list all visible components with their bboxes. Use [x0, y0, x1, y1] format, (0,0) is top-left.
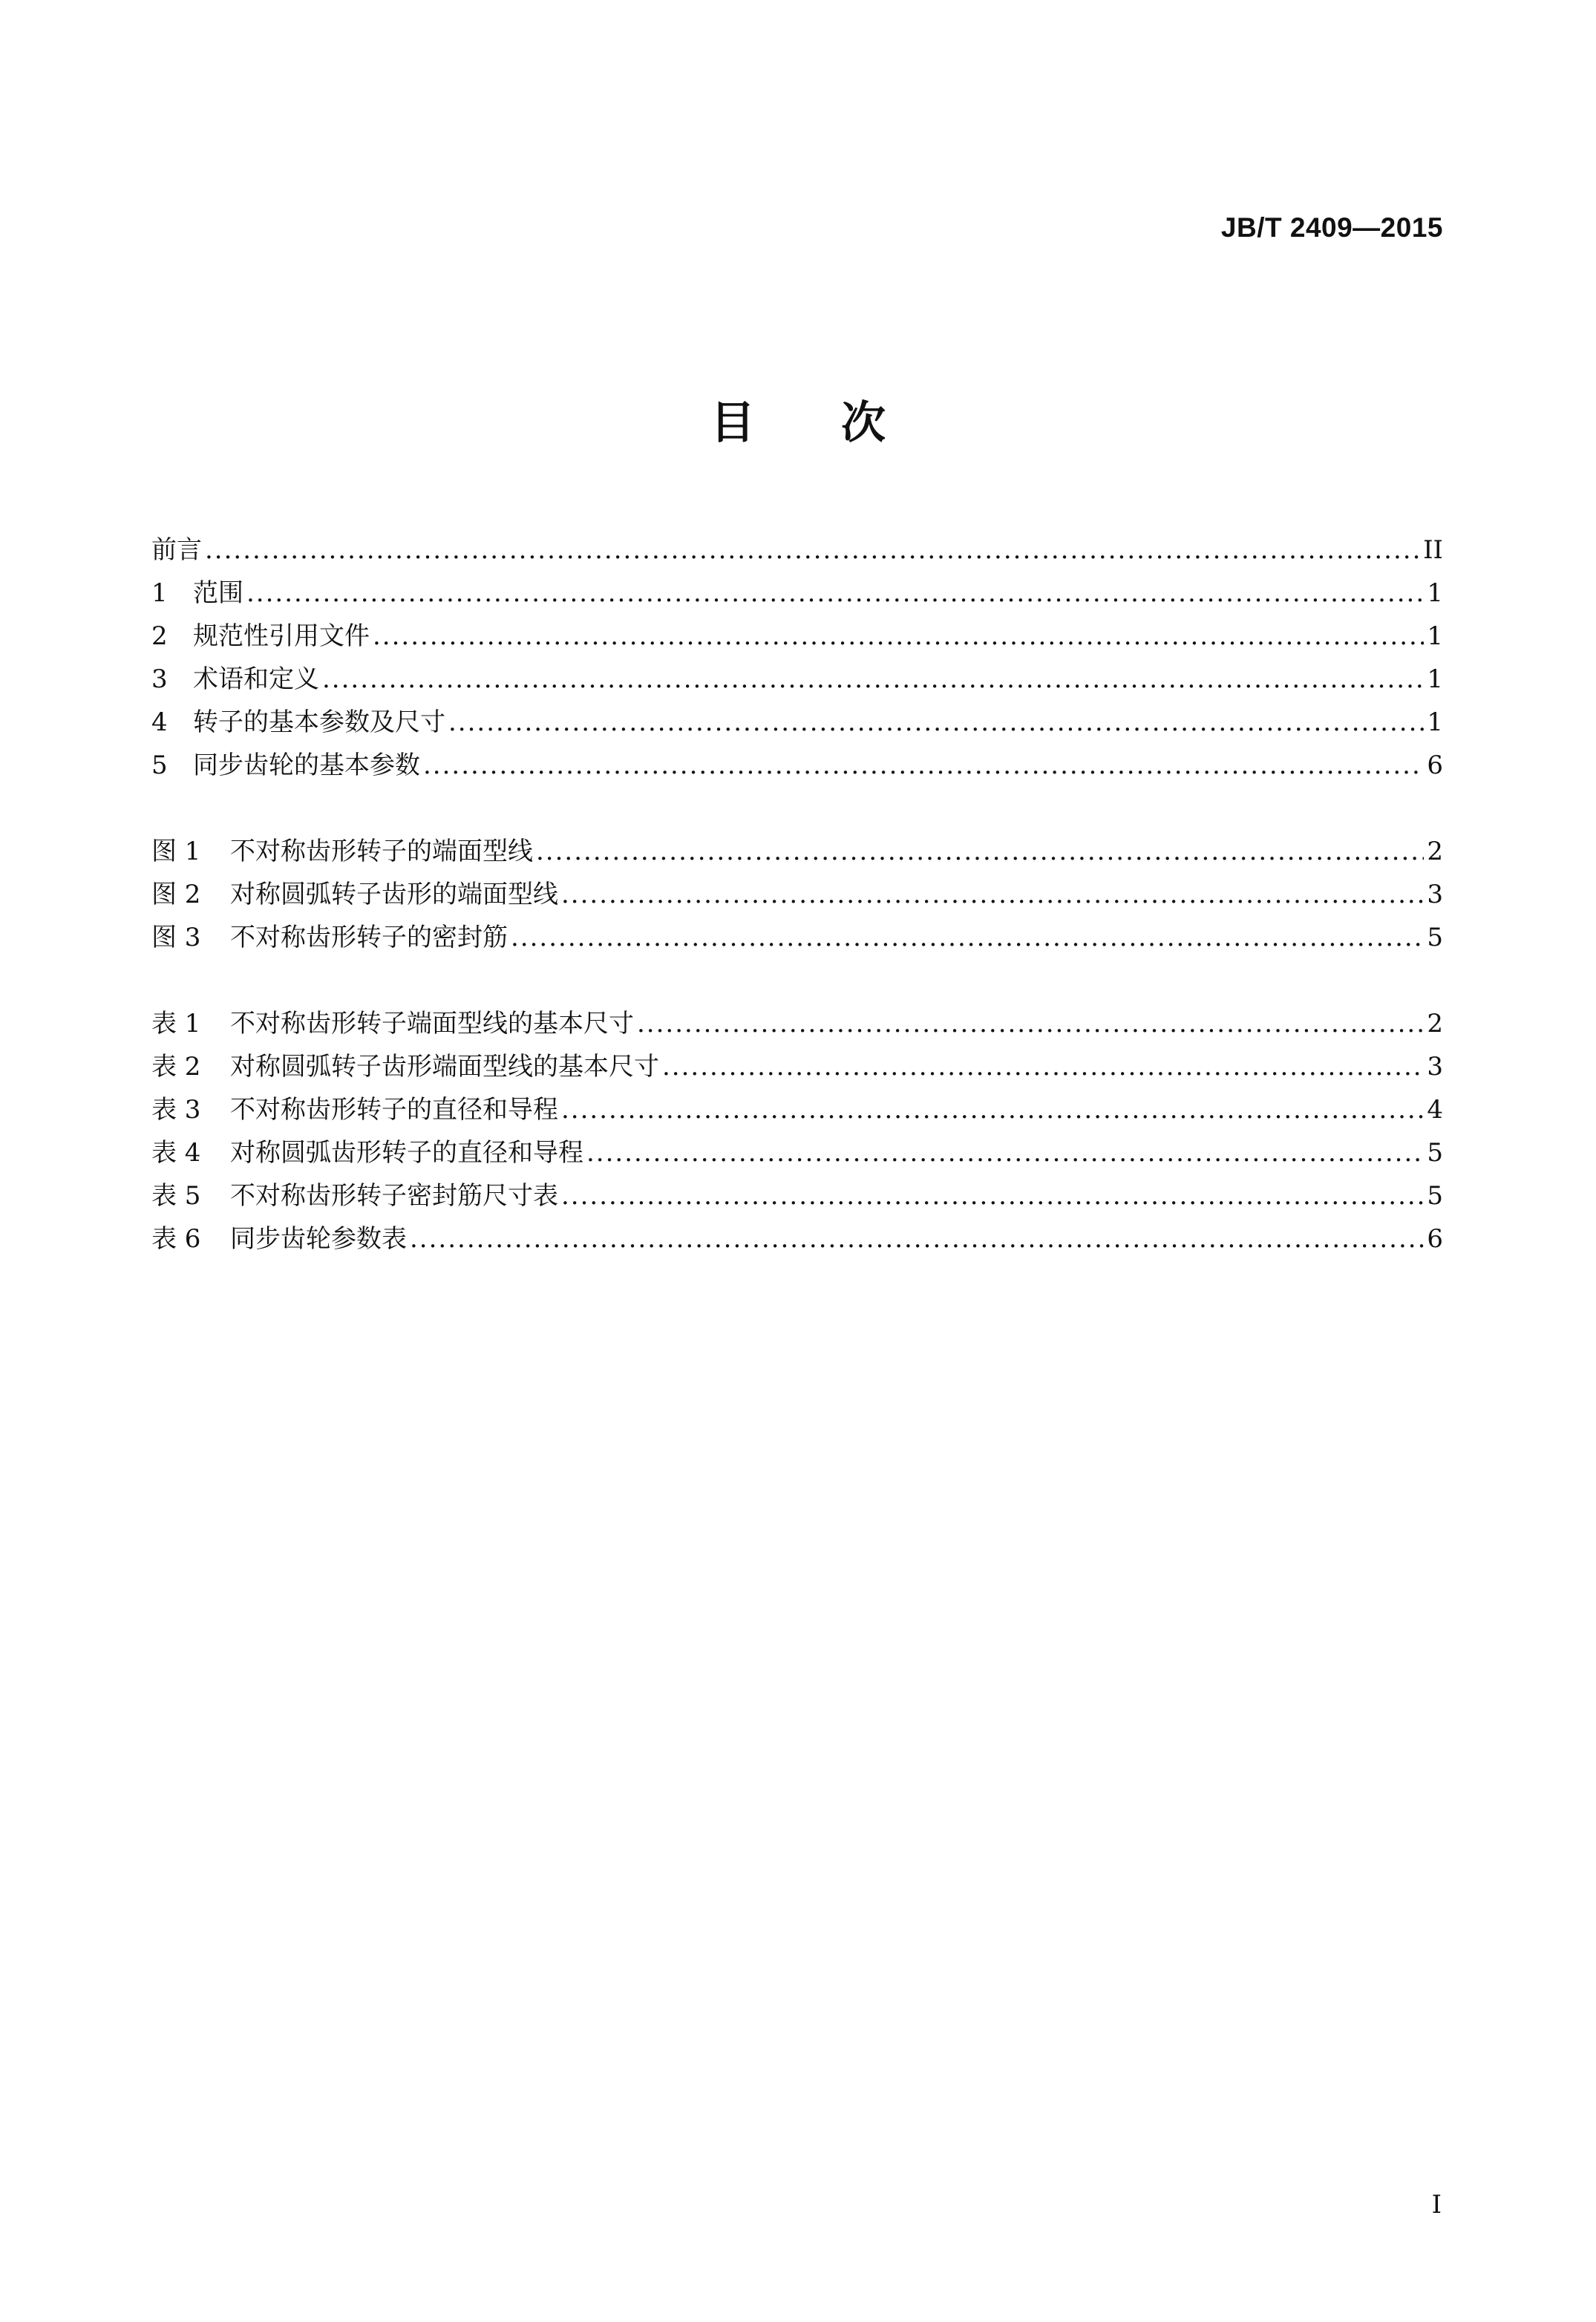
toc-entry-number: 图 1: [151, 837, 201, 866]
toc-leader-dots: [322, 658, 1424, 701]
toc-entry-foreword[interactable]: [151, 529, 1443, 572]
toc-entry-page: 1: [1427, 707, 1443, 737]
toc-entry-section-1[interactable]: [151, 572, 1443, 615]
toc-entry-page: 2: [1427, 837, 1443, 866]
toc-entry-page: 5: [1427, 923, 1443, 952]
toc-entry-figure-3[interactable]: [151, 916, 1443, 959]
toc-entry-figure-2[interactable]: [151, 873, 1443, 916]
toc-entry-page: 4: [1427, 1095, 1443, 1125]
toc-leader-dots: [561, 1088, 1424, 1131]
toc-entry-section-5[interactable]: [151, 744, 1443, 787]
toc-entry-label: 对称圆弧转子齿形端面型线的基本尺寸: [230, 1052, 659, 1082]
toc-entry-number: 图 3: [151, 923, 201, 952]
page-number: I: [1431, 2190, 1442, 2220]
toc-entry-label: 同步齿轮参数表: [230, 1224, 407, 1254]
toc-leader-dots: [205, 529, 1420, 572]
toc-entry-figure-1[interactable]: [151, 830, 1443, 873]
toc-entry-page: 5: [1427, 1138, 1443, 1168]
toc-entry-label: 不对称齿形转子的直径和导程: [230, 1095, 558, 1125]
toc-entry-number: 5: [151, 750, 168, 780]
toc-leader-dots: [410, 1217, 1424, 1260]
toc-entry-label: 转子的基本参数及尺寸: [193, 707, 445, 737]
toc-figures-list: [151, 830, 1443, 959]
toc-entry-number: 表 4: [151, 1138, 201, 1168]
toc-entry-label: 前言: [151, 535, 202, 565]
toc-entry-page: 3: [1427, 1052, 1443, 1082]
toc-entry-page: 6: [1427, 750, 1443, 780]
toc-entry-section-3[interactable]: [151, 658, 1443, 701]
toc-entry-page: 2: [1427, 1009, 1443, 1039]
toc-entry-table-6[interactable]: [151, 1217, 1443, 1260]
toc-entry-label: 对称圆弧齿形转子的直径和导程: [230, 1138, 583, 1168]
toc-leader-dots: [373, 615, 1424, 658]
toc-title-char-2: 次: [841, 397, 886, 449]
toc-entry-label: 对称圆弧转子齿形的端面型线: [230, 880, 558, 909]
toc-leader-dots: [637, 1002, 1424, 1045]
toc-leader-dots: [662, 1045, 1424, 1088]
toc-entry-page: 1: [1427, 621, 1443, 651]
toc-entry-page: 5: [1427, 1181, 1443, 1211]
toc-entry-page: 6: [1427, 1224, 1443, 1254]
toc-entry-number: 1: [151, 578, 168, 608]
toc-entry-number: 3: [151, 664, 168, 694]
toc-entry-table-3[interactable]: [151, 1088, 1443, 1131]
toc-entry-number: 表 2: [151, 1052, 201, 1082]
standard-number: JB/T 2409—2015: [1220, 212, 1443, 243]
toc-entry-label: 不对称齿形转子密封筋尺寸表: [230, 1181, 558, 1211]
toc-entry-section-2[interactable]: [151, 615, 1443, 658]
toc-entry-page: II: [1423, 535, 1443, 565]
toc-entry-number: 2: [151, 621, 168, 651]
toc-leader-dots: [448, 701, 1424, 744]
toc-entry-number: 表 3: [151, 1095, 201, 1125]
toc-leader-dots: [423, 744, 1424, 787]
toc-entry-label: 范围: [193, 578, 243, 608]
toc-title-char-1: 目: [710, 397, 755, 449]
toc-entry-table-1[interactable]: [151, 1002, 1443, 1045]
toc-entry-label: 不对称齿形转子端面型线的基本尺寸: [230, 1009, 634, 1039]
toc-title: [0, 387, 1596, 451]
toc-entry-table-2[interactable]: [151, 1045, 1443, 1088]
toc-entry-section-4[interactable]: [151, 701, 1443, 744]
toc-entry-number: 4: [151, 707, 168, 737]
toc-leader-dots: [246, 572, 1424, 615]
toc-leader-dots: [561, 1174, 1424, 1217]
toc-entry-page: 1: [1427, 664, 1443, 694]
toc-entry-label: 不对称齿形转子的密封筋: [230, 923, 508, 952]
toc-leader-dots: [586, 1131, 1424, 1174]
toc-entry-table-4[interactable]: [151, 1131, 1443, 1174]
toc-leader-dots: [536, 830, 1424, 873]
toc-entry-label: 术语和定义: [193, 664, 319, 694]
toc-tables-list: [151, 1002, 1443, 1260]
toc-entry-label: 同步齿轮的基本参数: [193, 750, 420, 780]
toc-entry-number: 表 5: [151, 1181, 201, 1211]
toc-entry-label: 不对称齿形转子的端面型线: [230, 837, 533, 866]
toc-entry-page: 3: [1427, 880, 1443, 909]
toc-entry-label: 规范性引用文件: [193, 621, 370, 651]
toc-entry-number: 表 6: [151, 1224, 201, 1254]
toc-entry-table-5[interactable]: [151, 1174, 1443, 1217]
toc-leader-dots: [561, 873, 1424, 916]
toc-entry-number: 表 1: [151, 1009, 201, 1039]
toc-entry-number: 图 2: [151, 880, 201, 909]
toc-entry-page: 1: [1427, 578, 1443, 608]
toc-sections-list: [151, 529, 1443, 787]
toc-leader-dots: [511, 916, 1424, 959]
